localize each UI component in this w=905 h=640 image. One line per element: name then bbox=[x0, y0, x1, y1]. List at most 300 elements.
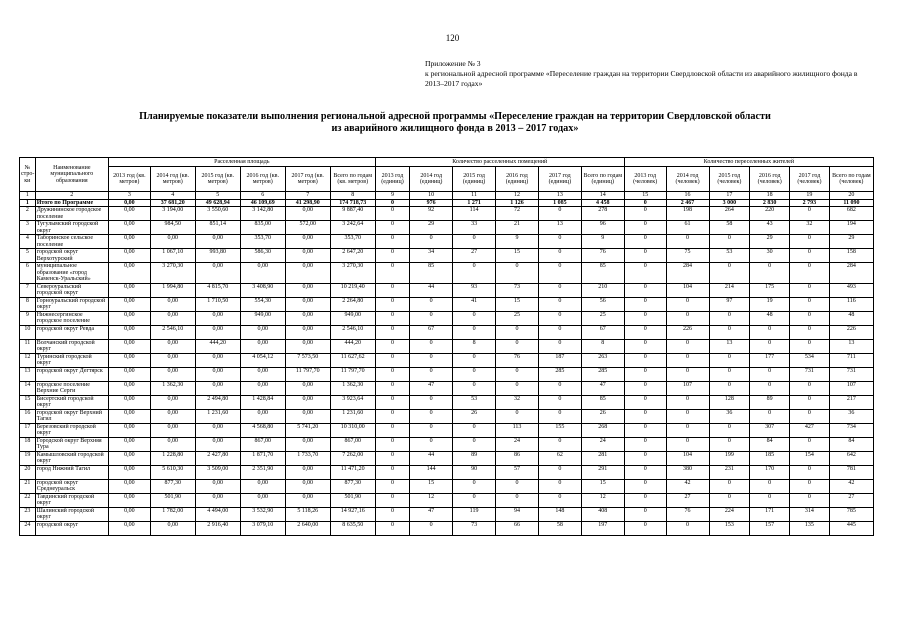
municipality-cell: Березовский городской округ bbox=[35, 423, 108, 437]
value-cell: 0,00 bbox=[195, 367, 240, 381]
value-cell: 43 bbox=[750, 221, 790, 235]
municipality-cell: городской округ Дегтярск bbox=[35, 367, 108, 381]
value-cell: 0 bbox=[790, 465, 830, 479]
row-number-cell: 8 bbox=[20, 297, 36, 311]
value-cell: 0 bbox=[666, 339, 709, 353]
value-cell: 0,00 bbox=[108, 479, 150, 493]
value-cell: 135 bbox=[790, 521, 830, 535]
value-cell: 0 bbox=[666, 297, 709, 311]
value-cell: 0 bbox=[709, 235, 750, 249]
value-cell: 85 bbox=[581, 263, 624, 284]
value-cell: 0 bbox=[666, 235, 709, 249]
value-cell: 11 471,20 bbox=[330, 465, 375, 479]
value-cell: 0 bbox=[375, 451, 410, 465]
value-cell: 58 bbox=[709, 221, 750, 235]
value-cell: 0 bbox=[538, 235, 581, 249]
value-cell: 4 815,70 bbox=[195, 283, 240, 297]
row-number-cell: 10 bbox=[20, 325, 36, 339]
indicators-table bbox=[19, 157, 874, 536]
value-cell: 0,00 bbox=[150, 311, 195, 325]
value-cell: 445 bbox=[829, 521, 873, 535]
table-row bbox=[20, 423, 874, 437]
column-number: 16 bbox=[666, 192, 709, 200]
value-cell: 0 bbox=[410, 409, 453, 423]
value-cell: 174 718,73 bbox=[330, 199, 375, 207]
value-cell: 75 bbox=[666, 249, 709, 263]
value-cell: 0 bbox=[453, 263, 496, 284]
value-cell: 144 bbox=[410, 465, 453, 479]
value-cell: 0 bbox=[375, 297, 410, 311]
value-cell: 3 509,00 bbox=[195, 465, 240, 479]
value-cell: 284 bbox=[666, 263, 709, 284]
value-cell: 10 310,00 bbox=[330, 423, 375, 437]
value-cell: 0 bbox=[624, 263, 666, 284]
municipality-cell: Североуральский городской округ bbox=[35, 283, 108, 297]
value-cell: 731 bbox=[790, 367, 830, 381]
value-cell: 210 bbox=[581, 283, 624, 297]
value-cell: 0,00 bbox=[108, 521, 150, 535]
value-cell: 0,00 bbox=[195, 381, 240, 395]
value-cell: 380 bbox=[666, 465, 709, 479]
value-cell: 171 bbox=[750, 507, 790, 521]
municipality-cell: Камышловский городской округ bbox=[35, 451, 108, 465]
column-number: 13 bbox=[538, 192, 581, 200]
row-number-cell: 1 bbox=[20, 199, 36, 207]
column-number: 8 bbox=[330, 192, 375, 200]
value-cell: 0,00 bbox=[108, 381, 150, 395]
value-cell: 5 610,30 bbox=[150, 465, 195, 479]
municipality-cell: городское поселение Верхние Серги bbox=[35, 381, 108, 395]
value-cell: 1 067,10 bbox=[150, 249, 195, 263]
value-cell: 0 bbox=[375, 339, 410, 353]
value-cell: 0 bbox=[375, 207, 410, 221]
header-group-rooms: Количество расселенных помещений bbox=[375, 158, 624, 167]
value-cell: 30 bbox=[750, 249, 790, 263]
value-cell: 0,00 bbox=[285, 381, 330, 395]
value-cell: 3 270,30 bbox=[150, 263, 195, 284]
municipality-cell: Волчанский городской округ bbox=[35, 339, 108, 353]
value-cell: 0 bbox=[790, 263, 830, 284]
value-cell: 0 bbox=[375, 395, 410, 409]
value-cell: 72 bbox=[496, 207, 539, 221]
value-cell: 0 bbox=[709, 311, 750, 325]
municipality-cell: городской округ Среднеуральск bbox=[35, 479, 108, 493]
column-number: 9 bbox=[375, 192, 410, 200]
value-cell: 0 bbox=[750, 339, 790, 353]
value-cell: 734 bbox=[829, 423, 873, 437]
municipality-cell: городской округ Ревда bbox=[35, 325, 108, 339]
table-row bbox=[20, 409, 874, 423]
header-group-people: Количество переселенных жителей bbox=[624, 158, 873, 167]
value-cell: 12 bbox=[410, 493, 453, 507]
header-people-col-5: 2017 год (человек) bbox=[790, 167, 830, 192]
value-cell: 0,00 bbox=[150, 521, 195, 535]
value-cell: 0 bbox=[666, 395, 709, 409]
value-cell: 0,00 bbox=[285, 283, 330, 297]
value-cell: 7 262,00 bbox=[330, 451, 375, 465]
value-cell: 89 bbox=[453, 451, 496, 465]
value-cell: 0 bbox=[790, 479, 830, 493]
value-cell: 53 bbox=[709, 249, 750, 263]
value-cell: 0,00 bbox=[285, 395, 330, 409]
value-cell: 0 bbox=[750, 367, 790, 381]
header-rooms-col-6: Всего по годам (единиц) bbox=[581, 167, 624, 192]
value-cell: 3 142,80 bbox=[240, 207, 285, 221]
column-number: 14 bbox=[581, 192, 624, 200]
table-row bbox=[20, 437, 874, 451]
value-cell: 314 bbox=[790, 507, 830, 521]
value-cell: 0 bbox=[624, 437, 666, 451]
value-cell: 97 bbox=[709, 297, 750, 311]
value-cell: 0,00 bbox=[150, 409, 195, 423]
value-cell: 0 bbox=[624, 507, 666, 521]
value-cell: 0 bbox=[709, 325, 750, 339]
value-cell: 32 bbox=[790, 221, 830, 235]
value-cell: 0 bbox=[375, 521, 410, 535]
header-rooms-col-5: 2017 год (единиц) bbox=[538, 167, 581, 192]
value-cell: 2 546,10 bbox=[330, 325, 375, 339]
value-cell: 3 242,64 bbox=[330, 221, 375, 235]
value-cell: 877,30 bbox=[150, 479, 195, 493]
value-cell: 0 bbox=[624, 381, 666, 395]
value-cell: 0,00 bbox=[240, 479, 285, 493]
value-cell: 0,00 bbox=[108, 395, 150, 409]
value-cell: 85 bbox=[410, 263, 453, 284]
value-cell: 0 bbox=[624, 479, 666, 493]
header-people-col-4: 2016 год (человек) bbox=[750, 167, 790, 192]
table-row bbox=[20, 381, 874, 395]
value-cell: 0 bbox=[410, 235, 453, 249]
value-cell: 0 bbox=[624, 465, 666, 479]
value-cell: 155 bbox=[538, 423, 581, 437]
value-cell: 3 000 bbox=[709, 199, 750, 207]
value-cell: 48 bbox=[829, 311, 873, 325]
value-cell: 0 bbox=[410, 297, 453, 311]
value-cell: 29 bbox=[750, 235, 790, 249]
value-cell: 0 bbox=[790, 493, 830, 507]
value-cell: 34 bbox=[410, 249, 453, 263]
value-cell: 15 bbox=[496, 249, 539, 263]
value-cell: 57 bbox=[496, 465, 539, 479]
value-cell: 1 231,60 bbox=[195, 409, 240, 423]
table-row bbox=[20, 367, 874, 381]
value-cell: 44 bbox=[410, 451, 453, 465]
table-row bbox=[20, 465, 874, 479]
municipality-cell: город Нижний Тагил bbox=[35, 465, 108, 479]
value-cell: 0 bbox=[709, 367, 750, 381]
value-cell: 116 bbox=[829, 297, 873, 311]
value-cell: 9 bbox=[496, 235, 539, 249]
header-people-col-6: Всего по годам (человек) bbox=[829, 167, 873, 192]
value-cell: 214 bbox=[709, 283, 750, 297]
table-row bbox=[20, 249, 874, 263]
value-cell: 85 bbox=[581, 395, 624, 409]
value-cell: 37 681,20 bbox=[150, 199, 195, 207]
value-cell: 27 bbox=[666, 493, 709, 507]
value-cell: 42 bbox=[666, 479, 709, 493]
header-rooms-col-1: 2013 год (единиц) bbox=[375, 167, 410, 192]
value-cell: 187 bbox=[538, 353, 581, 367]
value-cell: 0 bbox=[538, 283, 581, 297]
value-cell: 0,00 bbox=[195, 437, 240, 451]
column-number: 19 bbox=[790, 192, 830, 200]
value-cell: 0,00 bbox=[108, 507, 150, 521]
municipality-cell: Туринский городской округ bbox=[35, 353, 108, 367]
value-cell: 0 bbox=[790, 297, 830, 311]
row-number-cell: 15 bbox=[20, 395, 36, 409]
value-cell: 0,00 bbox=[150, 437, 195, 451]
value-cell: 1 362,30 bbox=[150, 381, 195, 395]
value-cell: 0 bbox=[375, 283, 410, 297]
value-cell: 0 bbox=[709, 423, 750, 437]
value-cell: 32 bbox=[496, 395, 539, 409]
value-cell: 993,80 bbox=[195, 249, 240, 263]
value-cell: 949,00 bbox=[240, 311, 285, 325]
row-number-cell: 9 bbox=[20, 311, 36, 325]
value-cell: 0,00 bbox=[240, 409, 285, 423]
table-row bbox=[20, 339, 874, 353]
value-cell: 0,00 bbox=[285, 409, 330, 423]
value-cell: 682 bbox=[829, 207, 873, 221]
value-cell: 0,00 bbox=[195, 263, 240, 284]
value-cell: 93 bbox=[453, 283, 496, 297]
value-cell: 3 408,90 bbox=[240, 283, 285, 297]
value-cell: 231 bbox=[709, 465, 750, 479]
table-row bbox=[20, 311, 874, 325]
value-cell: 0 bbox=[790, 395, 830, 409]
value-cell: 0,00 bbox=[285, 465, 330, 479]
value-cell: 217 bbox=[829, 395, 873, 409]
value-cell: 199 bbox=[709, 451, 750, 465]
value-cell: 36 bbox=[829, 409, 873, 423]
value-cell: 5 741,20 bbox=[285, 423, 330, 437]
value-cell: 0 bbox=[453, 311, 496, 325]
value-cell: 92 bbox=[410, 207, 453, 221]
value-cell: 67 bbox=[410, 325, 453, 339]
value-cell: 0,00 bbox=[195, 423, 240, 437]
value-cell: 0,00 bbox=[150, 235, 195, 249]
row-number-cell: 20 bbox=[20, 465, 36, 479]
value-cell: 0,00 bbox=[285, 263, 330, 284]
table-row bbox=[20, 325, 874, 339]
value-cell: 158 bbox=[829, 249, 873, 263]
value-cell: 281 bbox=[581, 451, 624, 465]
value-cell: 0 bbox=[790, 325, 830, 339]
value-cell: 0,00 bbox=[240, 367, 285, 381]
value-cell: 0 bbox=[750, 493, 790, 507]
value-cell: 19 bbox=[750, 297, 790, 311]
value-cell: 976 bbox=[410, 199, 453, 207]
value-cell: 0 bbox=[375, 367, 410, 381]
value-cell: 0,00 bbox=[285, 235, 330, 249]
value-cell: 0 bbox=[375, 423, 410, 437]
value-cell: 0,00 bbox=[240, 493, 285, 507]
value-cell: 2 351,90 bbox=[240, 465, 285, 479]
value-cell: 0 bbox=[790, 311, 830, 325]
value-cell: 3 923,64 bbox=[330, 395, 375, 409]
appendix-label: Приложение № 3 bbox=[425, 59, 481, 68]
value-cell: 53 bbox=[453, 395, 496, 409]
value-cell: 0 bbox=[624, 423, 666, 437]
value-cell: 1 362,30 bbox=[330, 381, 375, 395]
column-number: 18 bbox=[750, 192, 790, 200]
value-cell: 15 bbox=[410, 479, 453, 493]
row-number-cell: 24 bbox=[20, 521, 36, 535]
value-cell: 104 bbox=[666, 283, 709, 297]
value-cell: 0 bbox=[410, 521, 453, 535]
value-cell: 554,30 bbox=[240, 297, 285, 311]
column-number: 6 bbox=[240, 192, 285, 200]
value-cell: 642 bbox=[829, 451, 873, 465]
row-number-cell: 16 bbox=[20, 409, 36, 423]
value-cell: 0 bbox=[790, 249, 830, 263]
value-cell: 0,00 bbox=[285, 311, 330, 325]
value-cell: 0 bbox=[624, 493, 666, 507]
value-cell: 14 927,16 bbox=[330, 507, 375, 521]
value-cell: 0 bbox=[375, 409, 410, 423]
header-group-area: Расселенная площадь bbox=[108, 158, 375, 167]
value-cell: 107 bbox=[829, 381, 873, 395]
value-cell: 0 bbox=[790, 409, 830, 423]
row-number-cell: 21 bbox=[20, 479, 36, 493]
value-cell: 0 bbox=[624, 199, 666, 207]
value-cell: 0,00 bbox=[285, 325, 330, 339]
value-cell: 0,00 bbox=[195, 235, 240, 249]
header-rooms-col-2: 2014 год (единиц) bbox=[410, 167, 453, 192]
value-cell: 572,00 bbox=[285, 221, 330, 235]
value-cell: 198 bbox=[666, 207, 709, 221]
value-cell: 285 bbox=[538, 367, 581, 381]
value-cell: 73 bbox=[453, 521, 496, 535]
value-cell: 0 bbox=[410, 437, 453, 451]
value-cell: 2 916,40 bbox=[195, 521, 240, 535]
header-rooms-col-3: 2015 год (единиц) bbox=[453, 167, 496, 192]
value-cell: 0 bbox=[750, 263, 790, 284]
value-cell: 0 bbox=[538, 381, 581, 395]
value-cell: 0 bbox=[496, 479, 539, 493]
value-cell: 0 bbox=[624, 297, 666, 311]
value-cell: 0 bbox=[375, 479, 410, 493]
value-cell: 0 bbox=[790, 437, 830, 451]
row-number-cell: 17 bbox=[20, 423, 36, 437]
column-number: 20 bbox=[829, 192, 873, 200]
value-cell: 13 bbox=[829, 339, 873, 353]
value-cell: 0 bbox=[375, 221, 410, 235]
value-cell: 33 bbox=[453, 221, 496, 235]
value-cell: 41 298,90 bbox=[285, 199, 330, 207]
header-municipality: Наименование муниципального образования bbox=[35, 158, 108, 192]
value-cell: 0,00 bbox=[108, 235, 150, 249]
value-cell: 48 bbox=[750, 311, 790, 325]
header-rooms-col-4: 2016 год (единиц) bbox=[496, 167, 539, 192]
value-cell: 13 bbox=[538, 221, 581, 235]
value-cell: 0,00 bbox=[108, 465, 150, 479]
value-cell: 0 bbox=[709, 479, 750, 493]
value-cell: 0,00 bbox=[108, 339, 150, 353]
value-cell: 0 bbox=[709, 381, 750, 395]
value-cell: 47 bbox=[410, 381, 453, 395]
value-cell: 0 bbox=[624, 283, 666, 297]
value-cell: 0,00 bbox=[240, 325, 285, 339]
value-cell: 0 bbox=[624, 451, 666, 465]
value-cell: 0 bbox=[538, 249, 581, 263]
value-cell: 0 bbox=[375, 263, 410, 284]
value-cell: 46 109,69 bbox=[240, 199, 285, 207]
value-cell: 0 bbox=[410, 367, 453, 381]
value-cell: 5 118,26 bbox=[285, 507, 330, 521]
value-cell: 0 bbox=[496, 339, 539, 353]
value-cell: 0 bbox=[496, 409, 539, 423]
value-cell: 3 079,10 bbox=[240, 521, 285, 535]
table-row bbox=[20, 395, 874, 409]
value-cell: 0 bbox=[538, 339, 581, 353]
header-area-col-6: Всего по годам (кв. метров) bbox=[330, 167, 375, 192]
value-cell: 9 887,40 bbox=[330, 207, 375, 221]
value-cell: 21 bbox=[496, 221, 539, 235]
municipality-cell: муниципальное образование «город Каменск-Уральский» bbox=[35, 263, 108, 284]
value-cell: 0 bbox=[410, 353, 453, 367]
value-cell: 197 bbox=[581, 521, 624, 535]
value-cell: 534 bbox=[790, 353, 830, 367]
total-row bbox=[20, 199, 874, 207]
value-cell: 8 bbox=[453, 339, 496, 353]
table-row bbox=[20, 283, 874, 297]
value-cell: 4 568,80 bbox=[240, 423, 285, 437]
value-cell: 0 bbox=[750, 381, 790, 395]
value-cell: 0,00 bbox=[195, 325, 240, 339]
value-cell: 0,00 bbox=[108, 325, 150, 339]
municipality-cell: городской округ bbox=[35, 521, 108, 535]
value-cell: 1 428,84 bbox=[240, 395, 285, 409]
value-cell: 84 bbox=[829, 437, 873, 451]
value-cell: 0 bbox=[496, 325, 539, 339]
row-number-cell: 22 bbox=[20, 493, 36, 507]
column-number: 2 bbox=[35, 192, 108, 200]
value-cell: 0 bbox=[709, 493, 750, 507]
value-cell: 0,00 bbox=[195, 353, 240, 367]
value-cell: 0 bbox=[538, 325, 581, 339]
value-cell: 56 bbox=[581, 297, 624, 311]
value-cell: 0 bbox=[624, 367, 666, 381]
value-cell: 3 194,00 bbox=[150, 207, 195, 221]
municipality-cell: Горноуральский городской округ bbox=[35, 297, 108, 311]
value-cell: 851,14 bbox=[195, 221, 240, 235]
value-cell: 1 126 bbox=[496, 199, 539, 207]
value-cell: 76 bbox=[496, 353, 539, 367]
value-cell: 0 bbox=[538, 297, 581, 311]
value-cell: 353,70 bbox=[330, 235, 375, 249]
value-cell: 157 bbox=[750, 521, 790, 535]
value-cell: 0 bbox=[624, 325, 666, 339]
value-cell: 58 bbox=[538, 521, 581, 535]
value-cell: 8 635,50 bbox=[330, 521, 375, 535]
value-cell: 1 271 bbox=[453, 199, 496, 207]
row-number-cell: 14 bbox=[20, 381, 36, 395]
table-row bbox=[20, 353, 874, 367]
value-cell: 0 bbox=[538, 465, 581, 479]
value-cell: 0,00 bbox=[108, 283, 150, 297]
value-cell: 0 bbox=[538, 493, 581, 507]
value-cell: 0,00 bbox=[285, 493, 330, 507]
value-cell: 0,00 bbox=[285, 479, 330, 493]
value-cell: 24 bbox=[581, 437, 624, 451]
value-cell: 0 bbox=[375, 437, 410, 451]
value-cell: 0 bbox=[375, 465, 410, 479]
value-cell: 0,00 bbox=[108, 437, 150, 451]
row-number-cell: 11 bbox=[20, 339, 36, 353]
municipality-cell: городской округ Верхний Тагил bbox=[35, 409, 108, 423]
table-row bbox=[20, 221, 874, 235]
